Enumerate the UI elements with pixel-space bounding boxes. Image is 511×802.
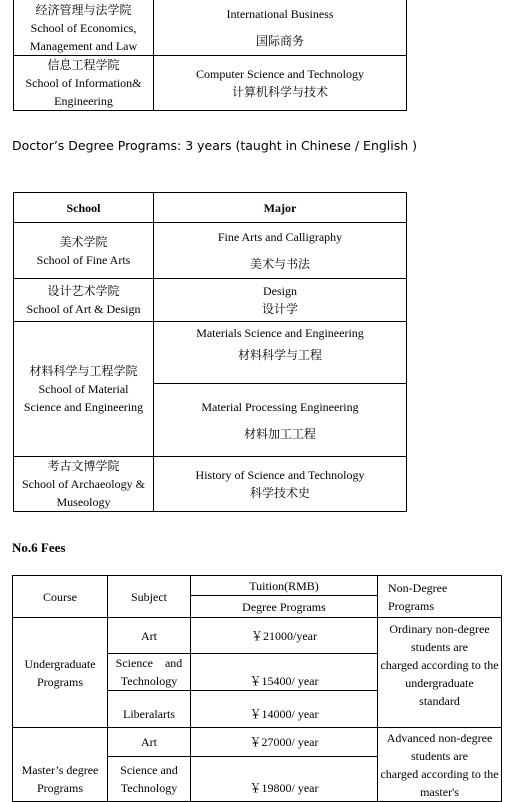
major-cell [154,384,407,457]
major-name-en: History of Science and Technology [195,468,365,482]
major-header: Major [154,193,407,223]
major-cell [154,279,407,322]
non-degree-header-line: Programs [388,598,434,613]
subject-cell: Art [108,728,191,757]
school-name-en: Science and Engineering [23,400,144,414]
school-name-en: School of Fine Arts [36,252,131,267]
school-header: School [14,193,154,223]
subject-header: Subject [108,576,191,618]
fee-cell: ￥15400/ year [191,654,378,691]
course-name: Undergraduate [24,656,96,671]
top-programs-table [13,0,407,111]
major-cell [154,322,407,384]
major-name-cn: 材料加工工程 [243,426,316,441]
tuition-header: Tuition(RMB) [191,576,378,596]
fee-cell: ￥14000/ year [191,691,378,728]
school-name-en: Museology [56,495,111,509]
major-name-cn: 国际商务 [255,34,304,48]
school-cell [14,223,154,279]
non-degree-note: standard [419,694,460,708]
subject-name: Technology [120,674,178,688]
non-degree-note: Advanced non-degree [386,731,493,745]
major-name-cn: 科学技术史 [249,486,310,500]
major-name-cn: 美术与书法 [249,257,310,271]
non-degree-note: students are [411,640,468,654]
major-name-en: Fine Arts and Calligraphy [217,230,343,244]
major-cell [154,223,407,279]
subject-name: Science and [120,763,178,778]
doctor-programs-heading: Doctor’s Degree Programs: 3 years (taught in Chinese / English ) [12,138,418,153]
major-name-en: Materials Science and Engineering [196,326,364,340]
course-cell [13,618,108,728]
school-name-cn: 信息工程学院 [47,58,120,72]
non-degree-cell [378,618,502,728]
major-name-en: Computer Science and Technology [196,67,364,81]
major-name-en: Material Processing Engineering [201,399,359,414]
non-degree-note: charged according to the [380,767,499,781]
school-name-cn: 考古文博学院 [47,459,120,473]
fee-cell: ￥27000/ year [191,728,378,757]
subject-cell [108,757,191,802]
course-cell [13,728,108,802]
non-degree-note: charged according to the [380,658,499,672]
non-degree-cell [378,728,502,802]
course-name: Programs [37,674,83,689]
school-name-cn: 设计艺术学院 [47,284,120,298]
non-degree-note: students are [411,749,468,763]
course-name: Programs [37,781,83,795]
subject-cell: Liberalarts [108,691,191,728]
course-header: Course [13,576,108,618]
major-name-cn: 材料科学与工程 [237,348,322,362]
subject-name: Technology [120,781,178,796]
fees-heading: No.6 Fees [12,540,66,555]
course-name: Master’s degree [21,763,99,777]
fee-cell: ￥19800/ year [191,757,378,802]
school-name-en: School of Information& [25,76,142,90]
school-cell [14,322,154,457]
major-name-cn: 计算机科学与技术 [231,85,328,99]
non-degree-note: undergraduate [405,676,474,690]
school-name-cn: 材料科学与工程学院 [29,364,138,378]
school-name-cn: 经济管理与法学院 [35,2,132,17]
school-name-en: School of Archaeology & [22,477,145,491]
school-name-en: Management and Law [29,38,138,53]
school-cell [14,279,154,322]
major-cell [154,0,407,56]
degree-programs-header: Degree Programs [191,596,378,618]
school-cell [14,457,154,512]
subject-name: Science and [115,656,183,670]
major-cell [154,56,407,111]
non-degree-header [378,576,502,618]
school-name-cn: 美术学院 [59,234,108,249]
non-degree-header-line: Non-Degree [388,580,448,595]
school-cell [14,0,154,56]
subject-cell [108,654,191,691]
school-name-en: Engineering [54,94,113,108]
non-degree-note: Ordinary non-degree [389,622,490,636]
major-cell [154,457,407,512]
non-degree-note: master's [420,785,459,799]
major-name-en: International Business [226,7,334,21]
major-name-cn: 设计学 [261,302,298,316]
school-cell [14,56,154,111]
fee-cell: ￥21000/year [191,618,378,654]
major-name-en: Design [263,284,297,298]
subject-cell: Art [108,618,191,654]
doctor-programs-table [13,192,407,512]
school-name-en: School of Economics, [30,20,137,35]
school-name-en: School of Material [38,382,129,396]
fees-table [12,575,502,802]
school-name-en: School of Art & Design [26,302,141,316]
